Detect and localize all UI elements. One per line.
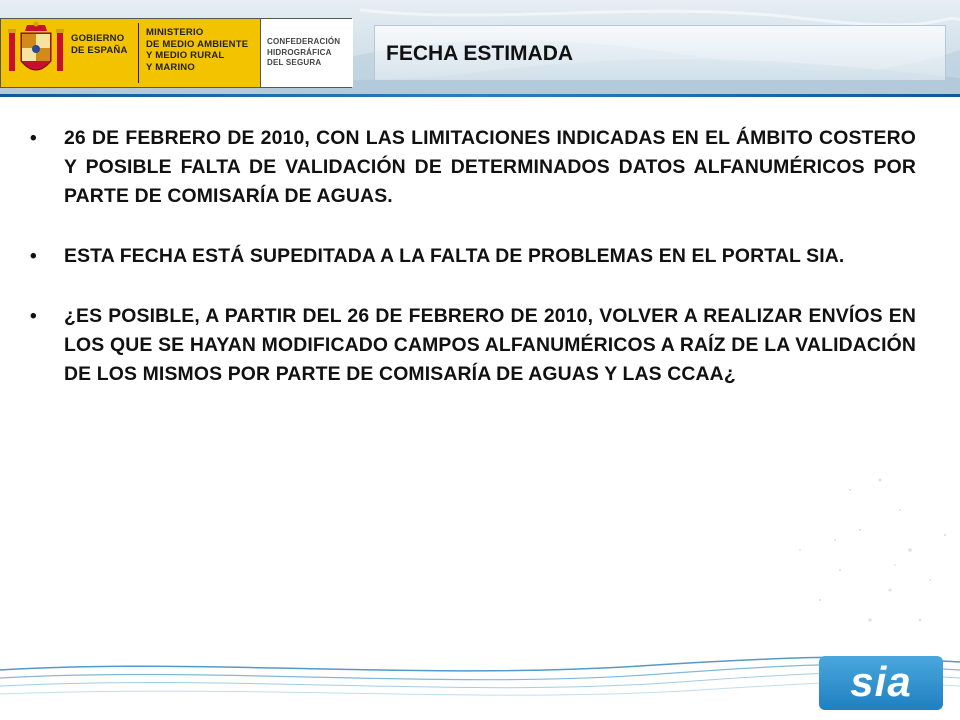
bullet-text: 26 DE FEBRERO DE 2010, CON LAS LIMITACIONES INDICADAS EN EL ÁMBITO COSTERO Y POSIBLE FALTA DE VALIDACIÓN DE DETERMINADOS DATOS ALFANUMÉRICOS POR PARTE DE COMISARÍA DE AGUAS.: [64, 127, 916, 207]
bullet-item: [24, 242, 916, 271]
bullet-text: ESTA FECHA ESTÁ SUPEDITADA A LA FALTA DE PROBLEMAS EN EL PORTAL SIA.: [64, 245, 845, 267]
government-logo: [0, 18, 352, 88]
header-divider: [0, 94, 960, 97]
sia-logo-icon: [819, 656, 943, 710]
bullet-icon: •: [30, 306, 37, 327]
ministry-label: MINISTERIO DE MEDIO AMBIENTE Y MEDIO RURAL Y MARINO: [146, 27, 249, 73]
slide-title: FECHA ESTIMADA: [386, 42, 574, 65]
spain-coat-of-arms-icon: [7, 21, 65, 85]
bullet-icon: •: [30, 246, 37, 267]
bullet-list: [24, 124, 916, 420]
confederation-box: [260, 19, 353, 87]
title-box: [374, 25, 946, 81]
confederation-label: CONFEDERACIÓN HIDROGRÁFICA DEL SEGURA: [267, 37, 341, 67]
logo-divider: [138, 23, 139, 83]
government-label: GOBIERNO DE ESPAÑA: [71, 33, 128, 56]
bullet-item: [24, 302, 916, 389]
bullet-icon: •: [30, 128, 37, 149]
bullet-item: [24, 124, 916, 211]
bullet-text: ¿ES POSIBLE, A PARTIR DEL 26 DE FEBRERO DE 2010, VOLVER A REALIZAR ENVÍOS EN LOS QUE SE HAYAN MODIFICADO CAMPOS ALFANUMÉRICOS A RAÍZ DE LA VALIDACIÓN DE LOS MISMOS POR PARTE DE COMISARÍA DE AGUAS Y LAS CCAA¿: [64, 305, 916, 385]
sia-logo-text: sia: [850, 658, 912, 705]
slide-header: [0, 0, 960, 96]
wave-lines-icon: [0, 640, 960, 720]
water-splash-icon: [760, 450, 960, 650]
